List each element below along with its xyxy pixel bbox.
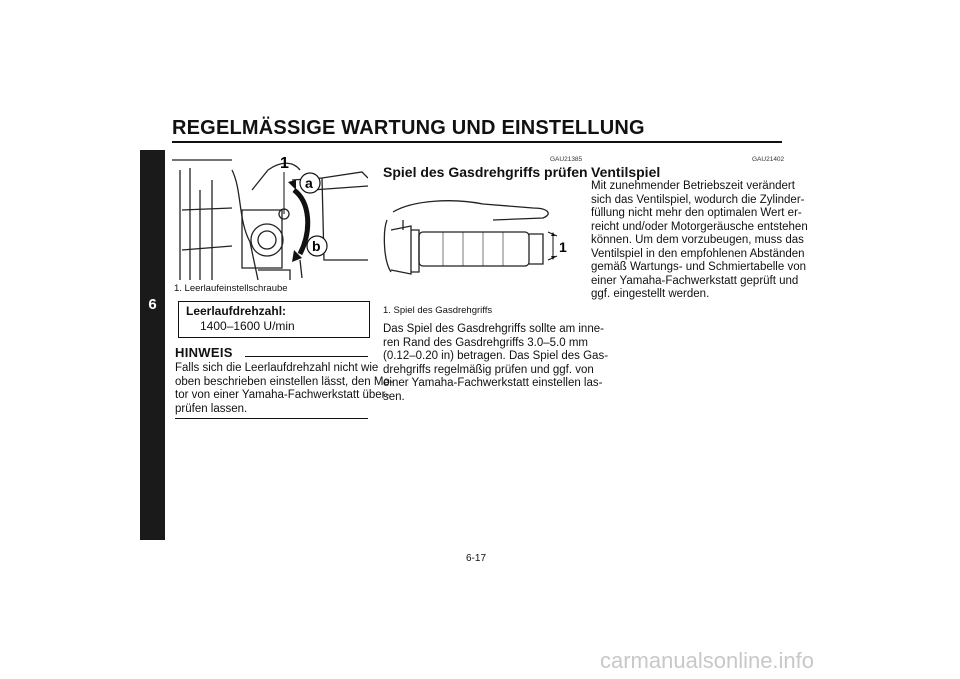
text-line: Das Spiel des Gasdrehgriffs sollte am inne- [383,323,604,335]
text-line: sich das Ventilspiel, wodurch die Zylinder- [591,193,805,206]
text-line: prüfen lassen. [175,402,248,415]
arrow-label-b: b [312,238,321,254]
text-line: oben beschrieben einstellen lässt, den Mo- [175,375,394,388]
page-title: REGELMÄSSIGE WARTUNG UND EINSTELLUNG [172,117,645,139]
note-end-rule [175,418,368,419]
section-code: GAU21402 [752,156,785,163]
text-line: Falls sich die Leerlaufdrehzahl nicht wie [175,362,379,374]
text-line: können. Um dem vorzubeugen, muss das [591,234,804,246]
chapter-tab [140,150,165,540]
section-heading: Spiel des Gasdrehgriffs prüfen [383,164,588,180]
chapter-number: 6 [148,296,157,313]
title-rule [172,141,782,143]
text-line: drehgriffs regelmäßig prüfen und ggf. von [383,363,594,376]
valve-text [591,180,808,302]
figure-callout-1: 1 [280,155,289,172]
text-line: einer Yamaha-Fachwerkstatt geprüft und [591,274,799,287]
note-heading: HINWEIS [175,345,233,360]
text-line: sen. [383,390,405,403]
text-line: (0.12–0.20 in) betragen. Das Spiel des Gas- [383,350,609,362]
spec-value: 1400–1600 U/min [200,319,295,333]
idle-screw-figure [172,150,368,280]
text-line: Mit zunehmender Betriebszeit verändert [591,180,795,192]
text-line: ren Rand des Gasdrehgriffs 3.0–5.0 mm [383,336,588,349]
watermark[interactable]: carmanualsonline.info [600,648,815,673]
text-line: füllung nicht mehr den optimalen Wert er- [591,207,802,219]
throttle-grip-figure [383,190,580,280]
note-text [175,362,394,416]
idle-screw-caption: 1. Leerlaufeinstellschraube [174,283,288,294]
text-line: reicht und/oder Motorgeräusche entstehen [591,220,808,233]
page-number: 6-17 [466,553,487,564]
text-line: gemäß Wartungs- und Schmiertabelle von [591,261,806,273]
text-line: Ventilspiel in den empfohlenen Abständen [591,247,805,260]
section-heading: Ventilspiel [591,164,661,180]
text-line: ggf. eingestellt werden. [591,288,710,300]
spec-label: Leerlaufdrehzahl: [186,304,287,318]
text-line: tor von einer Yamaha-Fachwerkstatt über- [175,389,390,401]
figure-callout-1: 1 [559,239,567,255]
section-code: GAU21385 [550,156,583,163]
throttle-caption: 1. Spiel des Gasdrehgriffs [383,305,493,316]
throttle-text [383,323,608,404]
text-line: einer Yamaha-Fachwerkstatt einstellen las- [383,377,603,389]
note-heading-rule [245,356,368,357]
arrow-label-a: a [305,175,313,191]
